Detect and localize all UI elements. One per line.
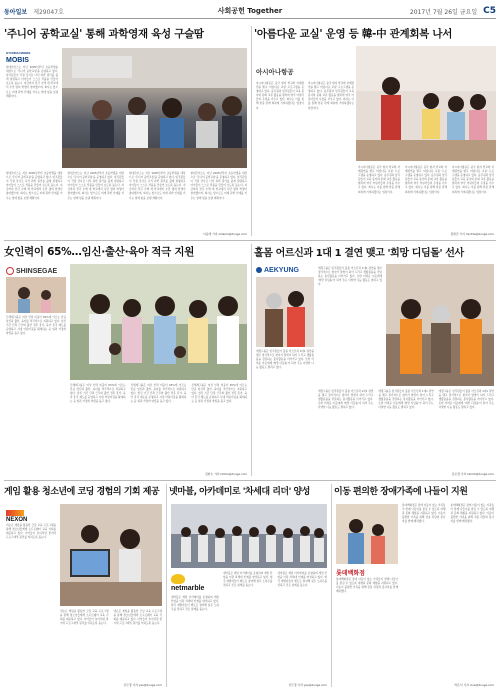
aekyung-logo — [256, 267, 299, 274]
classroom-photo — [356, 46, 496, 161]
publication-name: 동아일보 — [4, 8, 28, 16]
column-divider — [251, 26, 252, 236]
article-photo — [386, 264, 494, 386]
article-lotte — [334, 484, 496, 687]
column-divider — [166, 484, 167, 687]
article-title: 이동 편의한 장애가족에 나들이 지원 — [334, 487, 468, 497]
article-body-col1: 신세계그룹은 여성 인력 비중이 65%에 이르는 만큼 임신과 출산, 육아를 적극적으로 지원하고 있다. 임신 기간 단축 근무와 출산 전후 휴가, 육아 휴직 제도를 운영하고 사내 어린이집을 확대하는 등 일과 가정의 양립을 돕고 있다. — [6, 316, 66, 336]
article-body-col3: 현대모비스는 지난 2005년부터 초등학생을 대상으로 '주니어 공학교실'을 운영하고 있다. 임직원들이 직접 강사로 나서 과학 원리를 쉽게 설명하고 아이들이 스스로 작품을 만들어 보도록 돕는다. 지금까지 전국 수백 개 학교에서 수만 명의 학생이 참여했으며, 회사는 앞으로도 미래 과학 인재를 키우는 일에 힘을 보탤 계획이다. — [67, 172, 124, 200]
article-byline: 박은서 기자 clue@donga.com — [454, 683, 494, 687]
coding-class-photo — [60, 504, 162, 606]
article-nexon — [4, 484, 164, 687]
article-body-col3: 신세계그룹은 여성 인력 비중이 65%에 이르는 만큼 임신과 출산, 육아를 적극적으로 지원하고 있다. 임신 기간 단축 근무와 출산 전후 휴가, 육아 휴직 제도를 운영하고 사내 어린이집을 확대하는 등 일과 가정의 양립을 돕고 있다. — [130, 384, 187, 404]
family-outing-photo — [336, 504, 398, 564]
column-divider — [251, 244, 252, 476]
article-body-columns — [402, 504, 494, 678]
nexon-emblem-icon — [6, 510, 24, 516]
article-byline: 정세진 기자 mint4a@donga.com — [450, 232, 494, 236]
article-photo — [62, 48, 247, 168]
article-body-col1: 애경그룹은 임직원들이 홀몸 어르신과 1대1 결연을 맺고 정기적으로 찾아가 말벗이 되어 드리고 생활용품을 전달하는 봉사활동을 이어가고 있다. 또한 어려운 이웃에게 '희망 디딤돌'이 되어 주는 다양한 나눔 활동도 펼치고 있다. — [318, 267, 382, 287]
article-photo — [171, 504, 327, 568]
article-body-col4: 신세계그룹은 여성 인력 비중이 65%에 이르는 만큼 임신과 출산, 육아를 적극적으로 지원하고 있다. 임신 기간 단축 근무와 출산 전후 휴가, 육아 휴직 제도를 운영하고 사내 어린이집을 확대하는 등 일과 가정의 양립을 돕고 있다. — [191, 384, 248, 404]
section-divider — [4, 240, 496, 241]
article-title: 게임 활용 청소년에 코딩 경험의 기회 제공 — [4, 487, 160, 497]
article-body-col5: 애경그룹은 임직원들이 홀몸 어르신과 1대1 결연을 맺고 정기적으로 찾아가 말벗이 되어 드리고 생활용품을 전달하는 봉사활동을 이어가고 있다. 또한 어려운 이웃에게 '희망 디딤돌'이 되어 주는 다양한 나눔 활동도 펼치고 있다. — [438, 390, 494, 410]
section-divider — [4, 480, 496, 481]
article-body-col3: 넷마블은 게임 아카데미를 운영하며 게임 산업을 이끌 차세대 인재를 양성하고 있다. 현직 개발자들이 멘토로 참여해 실무 노하우를 전하고 진로 설계를 돕는다. — [277, 572, 327, 588]
article-title: 홀몸 어르신과 1대 1 결연 맺고 '희망 디딤돌' 선사 — [254, 248, 464, 259]
nexon-logo — [6, 510, 27, 523]
article-photo-small — [6, 277, 66, 313]
nursery-photo — [6, 277, 66, 313]
aekyung-emblem-icon — [256, 267, 262, 273]
article-title: '아름다운 교실' 운영 등 韓-中 관계회복 나서 — [254, 28, 453, 40]
article-body-col1: 넷마블은 게임 아카데미를 운영하며 게임 산업을 이끌 차세대 인재를 양성하고 있다. 현직 개발자들이 멘토로 참여해 실무 노하우를 전하고 진로 설계를 돕는다. — [171, 596, 219, 612]
article-body-col1: 넥슨은 게임을 활용한 코딩 교육 프로그램을 통해 청소년들에게 소프트웨어 교육 기회를 제공하고 있다. 아이들이 놀이처럼 즐기며 프로그래밍 원리를 익히도록 돕는다. — [6, 524, 56, 540]
article-body-columns — [6, 172, 247, 228]
logo-text: AEKYUNG — [264, 267, 300, 274]
hyundai-mobis-logo: HYUNDAI MOBIS MOBIS — [6, 51, 31, 64]
shinsegae-logo — [6, 267, 57, 275]
article-body-col3: 롯데백화점은 장애 아동이 있는 가족들이 함께 나들이를 즐길 수 있도록 여행과 문화 체험을 지원하고 있다. 이동이 불편한 가족을 위해 전용 차량과 봉사자를 함께 배치했다. — [450, 504, 494, 524]
article-byline: 김현수 기자 kimhs@donga.com — [204, 472, 247, 476]
article-body-col3: 애경그룹은 임직원들이 홀몸 어르신과 1대1 결연을 맺고 정기적으로 찾아가 말벗이 되어 드리고 생활용품을 전달하는 봉사활동을 이어가고 있다. 또한 어려운 이웃에게 '희망 디딤돌'이 되어 주는 다양한 나눔 활동도 펼치고 있다. — [318, 390, 374, 410]
article-body-col2: 신세계그룹은 여성 인력 비중이 65%에 이르는 만큼 임신과 출산, 육아를 적극적으로 지원하고 있다. 임신 기간 단축 근무와 출산 전후 휴가, 육아 휴직 제도를 운영하고 사내 어린이집을 확대하는 등 일과 가정의 양립을 돕고 있다. — [70, 384, 126, 404]
mothers-children-photo — [70, 264, 247, 380]
page-header — [4, 4, 496, 19]
article-shinsegae — [4, 244, 249, 476]
netmarble-logo — [171, 574, 204, 592]
article-body-columns — [70, 384, 247, 472]
article-body-col2: 현대모비스는 지난 2005년부터 초등학생을 대상으로 '주니어 공학교실'을 운영하고 있다. 임직원들이 직접 강사로 나서 과학 원리를 쉽게 설명하고 아이들이 스스로 작품을 만들어 보도록 돕는다. 지금까지 전국 수백 개 학교에서 수만 명의 학생이 참여했으며, 회사는 앞으로도 미래 과학 인재를 키우는 일에 힘을 보탤 계획이다. — [6, 172, 63, 200]
article-photo — [336, 504, 398, 564]
logo-text: SHINSEGAE — [16, 267, 58, 275]
article-body-columns — [308, 82, 354, 232]
article-asiana — [254, 26, 496, 236]
article-title: 넷마블, 아카데미로 '차세대 리더' 양성 — [169, 487, 310, 497]
article-body-col2: 롯데백화점은 장애 아동이 있는 가족들이 함께 나들이를 즐길 수 있도록 여행과 문화 체험을 지원하고 있다. 이동이 불편한 가족을 위해 전용 차량과 봉사자를 함께 배치했다. — [402, 504, 446, 524]
shinsegae-emblem-icon — [6, 267, 14, 275]
article-aekyung — [254, 244, 496, 476]
article-body-columns — [60, 610, 162, 680]
article-byline: 이윤태 기자 oldsam@donga.com — [203, 232, 247, 236]
logo-text: NEXON — [6, 517, 28, 523]
volunteers-photo — [386, 264, 494, 386]
issue-date: 2017년 7월 26일 금요일 — [409, 8, 478, 16]
article-body-col2: 아시아나항공은 중국 현지 학교와 자매결연을 맺고 '아름다운 교실' 프로그램을 운영하고 있다. 승무원과 임직원들이 교육 봉사와 문화 교류 활동을 펼치며 양국 어린이들의 우정을 키우고 있다. 회사는 이를 통해 한중 관계 회복에 기여하겠다는 입장이다. — [308, 82, 354, 110]
article-netmarble — [169, 484, 329, 687]
article-byline: 김호경 기자 kimhk@donga.com — [451, 472, 494, 476]
article-body-col4: 아시아나항공은 중국 현지 학교와 자매결연을 맺고 '아름다운 교실' 프로그램을 운영하고 있다. 승무원과 임직원들이 교육 봉사와 문화 교류 활동을 펼치며 양국 어린이들의 우정을 키우고 있다. 회사는 이를 통해 한중 관계 회복에 기여하겠다는 입장이다. — [405, 166, 447, 194]
classroom-photo — [62, 48, 247, 168]
article-photo — [60, 504, 162, 606]
issue-number: 제29047호 — [33, 8, 64, 16]
article-body-col1: 현대모비스는 지난 2005년부터 초등학생을 대상으로 '주니어 공학교실'을 운영하고 있다. 임직원들이 직접 강사로 나서 과학 원리를 쉽게 설명하고 아이들이 스스로 작품을 만들어 보도록 돕는다. 지금까지 전국 수백 개 학교에서 수만 명의 학생이 참여했으며, 회사는 앞으로도 미래 과학 인재를 키우는 일에 힘을 보탤 계획이다. — [6, 66, 58, 98]
article-photo — [356, 46, 496, 161]
article-byline: 신무경 기자 yes@donga.com — [288, 683, 327, 687]
article-body-col2: 넥슨은 게임을 활용한 코딩 교육 프로그램을 통해 청소년들에게 소프트웨어 교육 기회를 제공하고 있다. 아이들이 놀이처럼 즐기며 프로그래밍 원리를 익히도록 돕는다. — [60, 610, 109, 626]
article-body-col1: 아시아나항공은 중국 현지 학교와 자매결연을 맺고 '아름다운 교실' 프로그램을 운영하고 있다. 승무원과 임직원들이 교육 봉사와 문화 교류 활동을 펼치며 양국 어린이들의 우정을 키우고 있다. 회사는 이를 통해 한중 관계 회복에 기여하겠다는 입장이다. — [256, 82, 304, 110]
article-body-col4: 애경그룹은 임직원들이 홀몸 어르신과 1대1 결연을 맺고 정기적으로 찾아가 말벗이 되어 드리고 생활용품을 전달하는 봉사활동을 이어가고 있다. 또한 어려운 이웃에게 '희망 디딤돌'이 되어 주는 다양한 나눔 활동도 펼치고 있다. — [378, 390, 434, 410]
netmarble-character-icon — [171, 574, 185, 584]
logo-text: HYUNDAI MOBIS — [6, 51, 31, 55]
section-title: 사회공헌 Together — [217, 7, 283, 15]
article-body-columns-lower — [358, 166, 494, 222]
article-body-col4: 현대모비스는 지난 2005년부터 초등학생을 대상으로 '주니어 공학교실'을 운영하고 있다. 임직원들이 직접 강사로 나서 과학 원리를 쉽게 설명하고 아이들이 스스로 작품을 만들어 보도록 돕는다. 지금까지 전국 수백 개 학교에서 수만 명의 학생이 참여했으며, 회사는 앞으로도 미래 과학 인재를 키우는 일에 힘을 보탤 계획이다. — [129, 172, 186, 200]
article-title: '주니어 공학교실' 통해 과학영재 육성 구슬땀 — [4, 28, 204, 40]
academy-group-photo — [171, 504, 327, 568]
column-divider — [331, 484, 332, 687]
article-photo-small — [256, 277, 314, 347]
article-body-col3: 넥슨은 게임을 활용한 코딩 교육 프로그램을 통해 청소년들에게 소프트웨어 교육 기회를 제공하고 있다. 아이들이 놀이처럼 즐기며 프로그래밍 원리를 익히도록 돕는다. — [113, 610, 162, 626]
page-number: C5 — [483, 6, 496, 16]
article-title: 女인력이 65%…임신·출산·육아 적극 지원 — [4, 246, 195, 258]
article-body-col5: 아시아나항공은 중국 현지 학교와 자매결연을 맺고 '아름다운 교실' 프로그램을 운영하고 있다. 승무원과 임직원들이 교육 봉사와 문화 교류 활동을 펼치며 양국 어린이들의 우정을 키우고 있다. 회사는 이를 통해 한중 관계 회복에 기여하겠다는 입장이다. — [452, 166, 494, 194]
elderly-visit-photo — [256, 277, 314, 347]
article-body-col2: 애경그룹은 임직원들이 홀몸 어르신과 1대1 결연을 맺고 정기적으로 찾아가 말벗이 되어 드리고 생활용품을 전달하는 봉사활동을 이어가고 있다. 또한 어려운 이웃에게 '희망 디딤돌'이 되어 주는 다양한 나눔 활동도 펼치고 있다. — [256, 350, 314, 370]
asiana-logo: 아시아나항공 — [256, 69, 294, 76]
lotte-logo: 롯데백화점 — [336, 571, 365, 577]
article-photo — [70, 264, 247, 380]
article-byline: 신무경 기자 yes@donga.com — [123, 683, 162, 687]
article-body-col2: 넷마블은 게임 아카데미를 운영하며 게임 산업을 이끌 차세대 인재를 양성하고 있다. 현직 개발자들이 멘토로 참여해 실무 노하우를 전하고 진로 설계를 돕는다. — [223, 572, 273, 588]
article-body-columns — [318, 390, 494, 468]
article-body-col5: 현대모비스는 지난 2005년부터 초등학생을 대상으로 '주니어 공학교실'을 운영하고 있다. 임직원들이 직접 강사로 나서 과학 원리를 쉽게 설명하고 아이들이 스스로 작품을 만들어 보도록 돕는다. 지금까지 전국 수백 개 학교에서 수만 명의 학생이 참여했으며, 회사는 앞으로도 미래 과학 인재를 키우는 일에 힘을 보탤 계획이다. — [190, 172, 247, 200]
article-body-columns — [223, 572, 327, 678]
article-body-col1: 롯데백화점은 장애 아동이 있는 가족들이 함께 나들이를 즐길 수 있도록 여행과 문화 체험을 지원하고 있다. 이동이 불편한 가족을 위해 전용 차량과 봉사자를 함께 배치했다. — [336, 578, 398, 594]
article-hyundai-mobis — [4, 26, 249, 236]
logo-text: netmarble — [171, 585, 205, 592]
article-body-col3: 아시아나항공은 중국 현지 학교와 자매결연을 맺고 '아름다운 교실' 프로그램을 운영하고 있다. 승무원과 임직원들이 교육 봉사와 문화 교류 활동을 펼치며 양국 어린이들의 우정을 키우고 있다. 회사는 이를 통해 한중 관계 회복에 기여하겠다는 입장이다. — [358, 166, 400, 194]
